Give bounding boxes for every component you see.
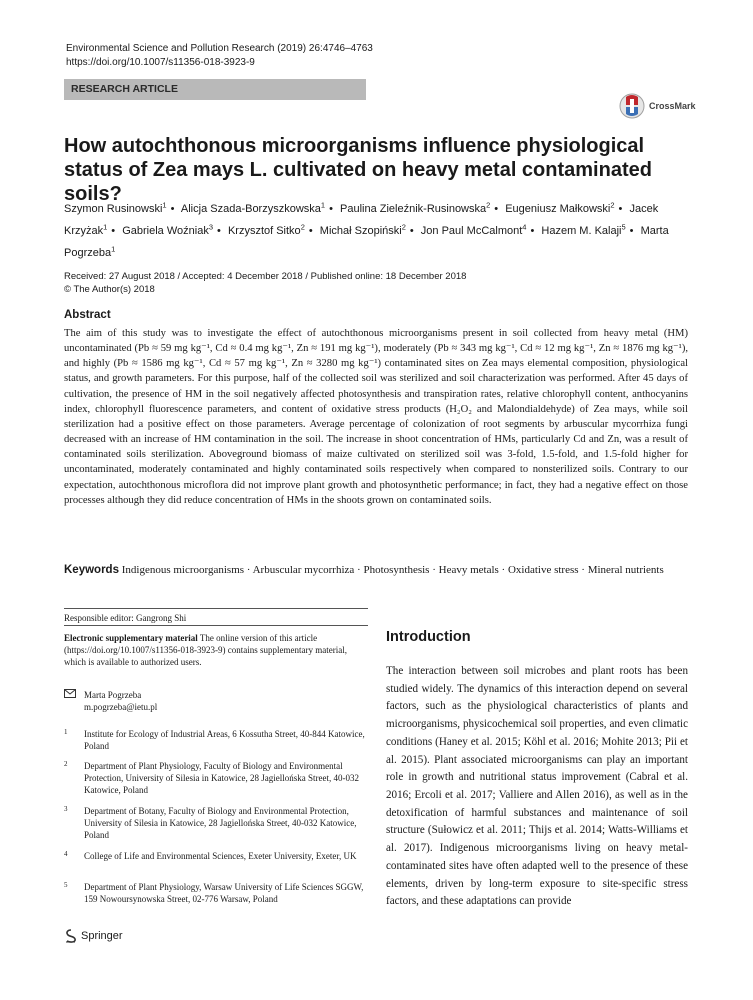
author-affiliation-marker: 2 bbox=[401, 222, 406, 232]
affiliation bbox=[64, 881, 369, 905]
author-name[interactable]: Michał Szopiński$^2$ bbox=[319, 222, 406, 237]
abstract-heading: Abstract bbox=[64, 309, 111, 321]
author-affiliation-marker: 1 bbox=[320, 200, 326, 209]
copyright-line: © The Author(s) 2018 bbox=[64, 284, 155, 295]
author-separator: • bbox=[217, 224, 221, 237]
author-separator: • bbox=[111, 224, 116, 237]
author-affiliation-marker: 1 bbox=[103, 222, 108, 232]
article-doi[interactable]: https://doi.org/10.1007/s11356-018-3923-9 bbox=[66, 57, 255, 68]
affiliation-text: Institute for Ecology of Industrial Areas, 6 Kossutha Street, 40-844 Katowice, Poland bbox=[84, 729, 365, 751]
author-separator: • bbox=[530, 224, 535, 237]
esm-label: Electronic supplementary material bbox=[64, 633, 198, 643]
supplementary-note bbox=[64, 632, 364, 668]
contact-email[interactable]: m.pogrzeba@ietu.pl bbox=[84, 702, 158, 712]
author-separator: • bbox=[494, 202, 499, 215]
footnote-divider bbox=[64, 625, 368, 626]
author-affiliation-marker: 5 bbox=[621, 222, 626, 232]
springer-logo-icon bbox=[64, 929, 78, 943]
corresponding-author bbox=[64, 689, 157, 713]
crossmark-label: CrossMark bbox=[649, 101, 696, 111]
publication-dates bbox=[64, 270, 466, 296]
esm-text: The online version of this article (https://doi.org/10.1007/s11356-018-3923-9) contains supplementary material, which is available to authorized users. bbox=[64, 633, 347, 667]
author-list bbox=[64, 196, 694, 262]
author-affiliation-marker: 1 bbox=[162, 200, 167, 209]
author-separator: • bbox=[618, 202, 623, 215]
mail-icon bbox=[64, 689, 76, 698]
affiliation bbox=[64, 850, 369, 862]
author-name[interactable]: Eugeniusz Małkowski$^2$ bbox=[505, 200, 615, 215]
author-name[interactable]: Szymon Rusinowski$^1$ bbox=[64, 200, 167, 215]
article-title: How autochthonous microorganisms influence physiological status of Zea mays L. cultivated on heavy metal contaminated soils? bbox=[64, 135, 652, 205]
keywords-text: Indigenous microorganisms · Arbuscular mycorrhiza · Photosynthesis · Heavy metals · Oxidative stress · Mineral nutrients bbox=[121, 564, 664, 576]
introduction-text: The interaction between soil microbes and plant roots has been studied widely. The dynamics of this interaction depend on several factors, such as the physiological characteristics of plants and microorganisms, physicochemical soil properties, and even climatic conditions (Haney et al. 2015; Köhl et al. 2016; Mohite 2013; Pii et al. 2015). Plant associated microorganisms can play an important role in growth and nutritional status improvement (Cabral et al. 2016; Ercoli et al. 2017; Valliere and Allen 2016), as well as in the detoxification of harmful substances and maintenance of soil structure (Sułowicz et al. 2011; Thijs et al. 2014; Watts-Williams et al. 2017). Indigenous microorganisms living on heavy metal-contaminated sites have often adapted well to the presence of these elements, driven by long-term exposure to site-specific stress factors, and these adaptations can provide bbox=[386, 665, 688, 908]
article-type-banner: RESEARCH ARTICLE bbox=[64, 79, 366, 100]
affiliation-number: 2 bbox=[64, 760, 68, 768]
keywords-label: Keywords bbox=[64, 564, 119, 576]
author-affiliation-marker: 1 bbox=[111, 244, 116, 254]
affiliation-number: 1 bbox=[64, 728, 68, 736]
author-separator: • bbox=[170, 202, 175, 215]
author-affiliation-marker: 3 bbox=[208, 222, 214, 232]
author-separator: • bbox=[629, 224, 634, 237]
author-name[interactable]: Hazem M. Kalaji$^5$ bbox=[541, 222, 626, 237]
author-name[interactable]: Alicja Szada-Borzyszkowska$^1$ bbox=[180, 200, 326, 215]
affiliation bbox=[64, 805, 369, 841]
page-footer bbox=[64, 929, 123, 943]
contact-name: Marta Pogrzeba bbox=[84, 690, 142, 700]
author-separator: • bbox=[308, 224, 313, 237]
affiliation-text: College of Life and Environmental Sciences, Exeter University, Exeter, UK bbox=[84, 851, 357, 861]
author-name[interactable]: Jon Paul McCalmont$^4$ bbox=[420, 222, 527, 237]
crossmark-icon bbox=[619, 93, 645, 119]
author-name[interactable]: Gabriela Woźniak$^3$ bbox=[122, 222, 214, 237]
author-separator: • bbox=[329, 202, 333, 215]
responsible-editor: Responsible editor: Gangrong Shi bbox=[64, 613, 187, 623]
author-name[interactable]: Krzysztof Sitko$^2$ bbox=[227, 222, 305, 237]
author-affiliation-marker: 2 bbox=[486, 200, 491, 209]
affiliation bbox=[64, 760, 369, 796]
introduction-heading: Introduction bbox=[386, 629, 471, 645]
affiliation bbox=[64, 728, 369, 752]
dates-line: Received: 27 August 2018 / Accepted: 4 December 2018 / Published online: 18 December 2018 bbox=[64, 271, 467, 282]
journal-citation: Environmental Science and Pollution Research (2019) 26:4746–4763 bbox=[66, 43, 373, 54]
author-affiliation-marker: 4 bbox=[522, 222, 527, 232]
author-affiliation-marker: 2 bbox=[610, 200, 615, 209]
affiliation-number: 3 bbox=[64, 805, 68, 813]
keywords bbox=[64, 563, 688, 578]
affiliation-text: Department of Plant Physiology, Faculty of Biology and Environmental Protection, University of Silesia in Katowice, 28 Jagiellońska Street, 40-032 Katowice, Poland bbox=[84, 761, 359, 795]
publisher-name: Springer bbox=[81, 930, 123, 942]
author-name[interactable]: Marta Pogrzeba$^1$ bbox=[64, 224, 669, 259]
author-name[interactable]: Jacek Krzyżak$^1$ bbox=[64, 202, 659, 237]
author-affiliation-marker: 2 bbox=[300, 222, 305, 232]
affiliation-number: 5 bbox=[64, 881, 68, 889]
affiliation-text: Department of Botany, Faculty of Biology and Environmental Protection, University of Silesia in Katowice, 28 Jagiellońska Street, 40-032 Katowice, Poland bbox=[84, 806, 357, 840]
footnote-divider bbox=[64, 608, 368, 609]
affiliation-number: 4 bbox=[64, 850, 68, 858]
crossmark-badge[interactable] bbox=[619, 93, 696, 119]
author-separator: • bbox=[409, 224, 414, 237]
affiliation-text: Department of Plant Physiology, Warsaw University of Life Sciences SGGW, 159 Nowoursynowska Street, 02-776 Warsaw, Poland bbox=[84, 882, 364, 904]
abstract-text: The aim of this study was to investigate the effect of autochthonous microorganisms present in soil collected from heavy metal (HM) uncontaminated (Pb ≈ 59 mg kg⁻¹, Cd ≈ 0.4 mg kg⁻¹, Zn ≈ 191 mg kg⁻¹), moderately (Pb ≈ 343 mg kg⁻¹, Cd ≈ 12 mg kg⁻¹, Zn ≈ 1876 mg kg⁻¹), and highly (Pb ≈ 1586 mg kg⁻¹, Cd ≈ 57 mg kg⁻¹, Zn ≈ 3280 mg kg⁻¹) contaminated sites on Zea mays elemental composition, physiological status, and growth parameters. For this purpose, half of the collected soil was sterilized and soil characterization was performed. After 45 days of cultivation, the presence of HM in the soil negatively affected photosynthesis and transpiration rates, relative chlorophyll content, anthocyanins index, chlorophyll fluorescence parameters, and content of oxidative stress products (H₂O₂ and Malondialdehyde) of Zea mays, while soil sterilization had a positive effect on those parameters. Average percentage of colonization of root segments by arbuscular mycorrhiza fungi decreased with an increase of HM contamination in the soil. The increase in shoot concentration of HMs, particularly Cd and Zn, was a result of contaminated soils sterilization. Aboveground biomass of maize cultivated on sterilized soil was 3-fold, 1.5-fold, and 1.5-fold higher for uncontaminated, moderately contaminated and highly contaminated soils respectively when compared to nonsterilized soils. Contrary to our expectation, autochthonous microflora did not improve plant growth and photosynthetic performance; in fact, they had a negative effect on those processes although they did reduce concentration of HMs in the shoots grown on contaminated soils. bbox=[64, 328, 688, 506]
author-name[interactable]: Paulina Zieleźnik-Rusinowska$^2$ bbox=[340, 200, 491, 215]
journal-header bbox=[66, 42, 373, 70]
